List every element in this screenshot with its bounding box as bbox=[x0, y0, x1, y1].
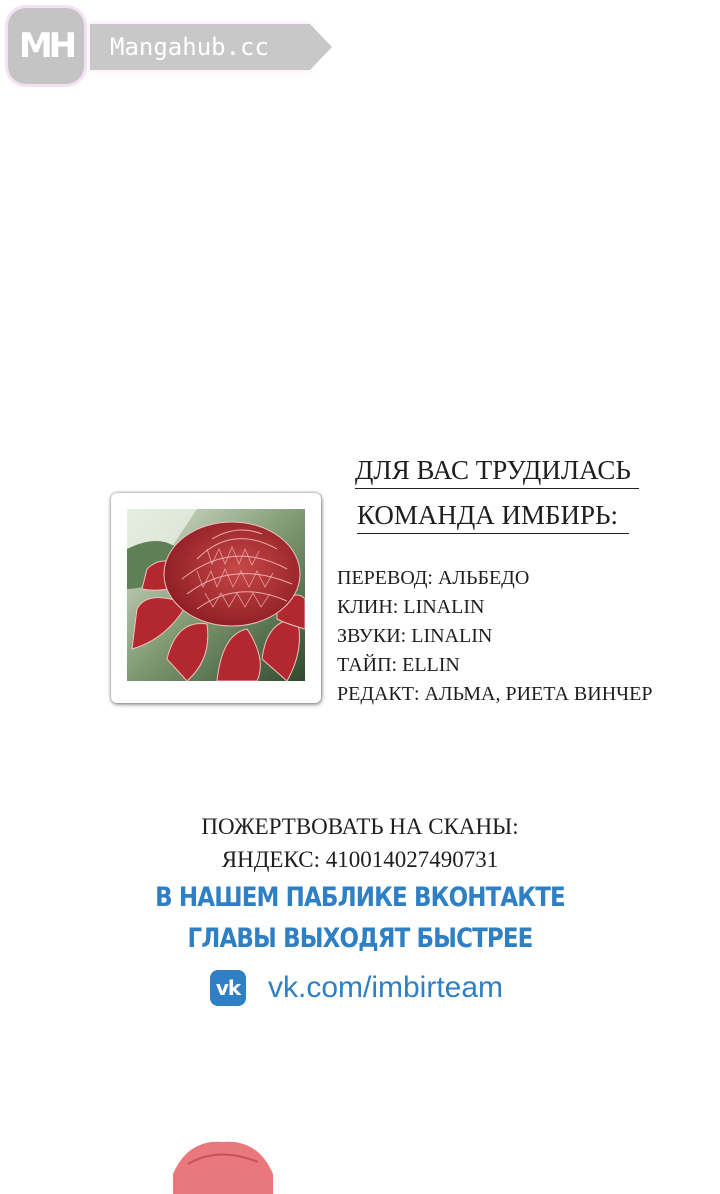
donation-heading: ПОЖЕРТВОВАТЬ НА СКАНЫ: bbox=[201, 814, 519, 839]
character-hair-fragment bbox=[168, 1134, 278, 1194]
mangahub-logo[interactable] bbox=[8, 8, 84, 84]
donation-account: ЯНДЕКС: 410014027490731 bbox=[221, 847, 499, 872]
promo-line1: В НАШЕМ ПАБЛИКЕ ВКОНТАКТЕ bbox=[155, 882, 565, 913]
vk-link-row[interactable] bbox=[210, 968, 503, 1008]
role-sounds: ЗВУКИ: LINALIN bbox=[337, 625, 493, 647]
role-typesetting: ТАЙП: ELLIN bbox=[337, 654, 460, 676]
credits-heading-line1: ДЛЯ ВАС ТРУДИЛАСЬ bbox=[355, 454, 639, 489]
role-cleaning: КЛИН: LINALIN bbox=[337, 596, 485, 618]
team-flower-image bbox=[111, 493, 321, 703]
role-translation: ПЕРЕВОД: АЛЬБЕДО bbox=[337, 567, 530, 589]
role-editing: РЕДАКТ: АЛЬМА, РИЕТА ВИНЧЕР bbox=[337, 683, 653, 705]
torch-ginger-flower-illustration bbox=[127, 509, 305, 681]
site-banner[interactable] bbox=[90, 24, 310, 70]
credits-heading-line2: КОМАНДА ИМБИРЬ: bbox=[357, 499, 629, 534]
vk-logo-icon[interactable]: vk bbox=[210, 970, 246, 1006]
roles-list bbox=[337, 564, 652, 709]
promo-line2: ГЛАВЫ ВЫХОДЯТ БЫСТРЕЕ bbox=[187, 923, 533, 954]
vk-link[interactable]: vk.com/imbirteam bbox=[268, 971, 504, 1004]
site-name: Mangahub.cc bbox=[110, 33, 269, 61]
logo-text: MH bbox=[18, 26, 74, 66]
